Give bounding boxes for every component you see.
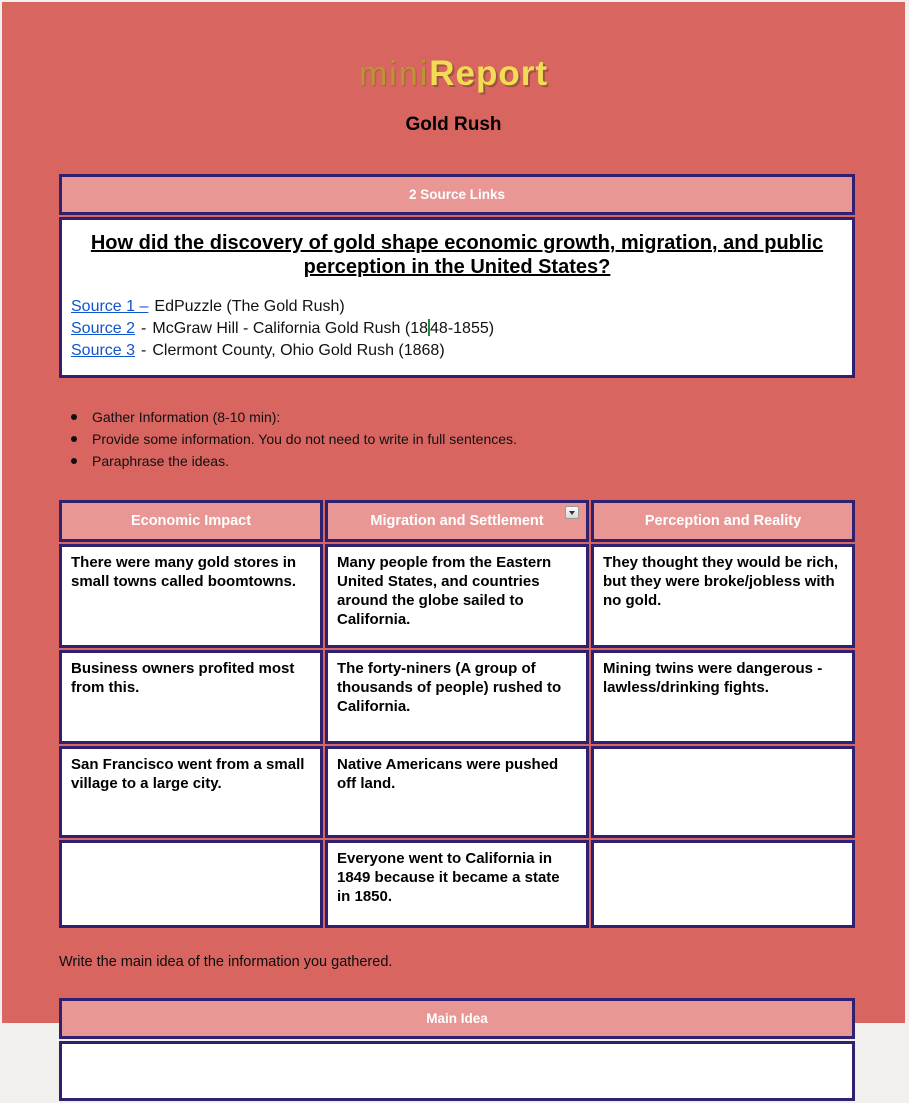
- column-header-migration-settlement: Migration and Settlement: [325, 500, 589, 542]
- table-cell[interactable]: San Francisco went from a small village to a large city.: [59, 746, 323, 838]
- main-idea-body[interactable]: [59, 1041, 855, 1101]
- table-row: [59, 544, 855, 648]
- instruction-item[interactable]: Gather Information (8-10 min):: [92, 406, 905, 428]
- column-header-perception-reality: Perception and Reality: [591, 500, 855, 542]
- table-cell[interactable]: Mining twins were dangerous - lawless/drinking fights.: [591, 650, 855, 744]
- table-cell[interactable]: [59, 840, 323, 928]
- instruction-item[interactable]: Provide some information. You do not need to write in full sentences.: [92, 428, 905, 450]
- column-header-economic-impact: Economic Impact: [59, 500, 323, 542]
- table-cell[interactable]: Many people from the Eastern United States, and countries around the globe sailed to California.: [325, 544, 589, 648]
- main-idea-prompt[interactable]: Write the main idea of the information you gathered.: [59, 954, 393, 970]
- document-page: [2, 2, 905, 1026]
- source-1-link[interactable]: Source 1 –: [71, 298, 149, 315]
- table-cell[interactable]: Business owners profited most from this.: [59, 650, 323, 744]
- table-dropdown-icon[interactable]: [565, 506, 579, 519]
- source-1-description[interactable]: EdPuzzle (The Gold Rush): [154, 298, 345, 315]
- main-idea-header: Main Idea: [59, 998, 855, 1039]
- table-cell[interactable]: There were many gold stores in small towns called boomtowns.: [59, 544, 323, 648]
- instruction-item[interactable]: Paraphrase the ideas.: [92, 450, 905, 472]
- main-idea-box: [57, 996, 857, 1103]
- logo-mini-text: mini: [358, 55, 430, 93]
- source-links-box: [57, 172, 857, 380]
- table-row: [59, 746, 855, 838]
- table-cell[interactable]: [591, 840, 855, 928]
- source-line-1: [71, 296, 845, 318]
- table-cell[interactable]: Everyone went to California in 1849 because it became a state in 1850.: [325, 840, 589, 928]
- source-3-description[interactable]: Clermont County, Ohio Gold Rush (1868): [152, 342, 445, 359]
- table-cell[interactable]: They thought they would be rich, but they were broke/jobless with no gold.: [591, 544, 855, 648]
- source-3-link[interactable]: Source 3: [71, 342, 136, 359]
- instruction-list: [59, 406, 905, 472]
- table-row: [59, 650, 855, 744]
- document-title[interactable]: Gold Rush: [405, 114, 502, 135]
- source-2-description[interactable]: McGraw Hill - California Gold Rush (18: [152, 320, 429, 337]
- source-links-header: 2 Source Links: [59, 174, 855, 215]
- research-question[interactable]: How did the discovery of gold shape economic growth, migration, and public perception in the United States?: [90, 232, 824, 278]
- table-header-row: [59, 500, 855, 542]
- source-2-link[interactable]: Source 2: [71, 320, 136, 337]
- source-links-body[interactable]: [63, 221, 851, 374]
- source-line-3: Source 3 - Clermont County, Ohio Gold Rush (1868): [71, 342, 445, 359]
- source-line-2: Source 2 - McGraw Hill - California Gold Rush (18 48-1855): [71, 320, 495, 337]
- minireport-logo: [2, 54, 905, 101]
- table-cell[interactable]: The forty-niners (A group of thousands of people) rushed to California.: [325, 650, 589, 744]
- table-cell[interactable]: Native Americans were pushed off land.: [325, 746, 589, 838]
- logo-report-text: Report: [429, 54, 549, 93]
- table-cell[interactable]: [591, 746, 855, 838]
- information-table: [57, 498, 857, 930]
- table-row: [59, 840, 855, 928]
